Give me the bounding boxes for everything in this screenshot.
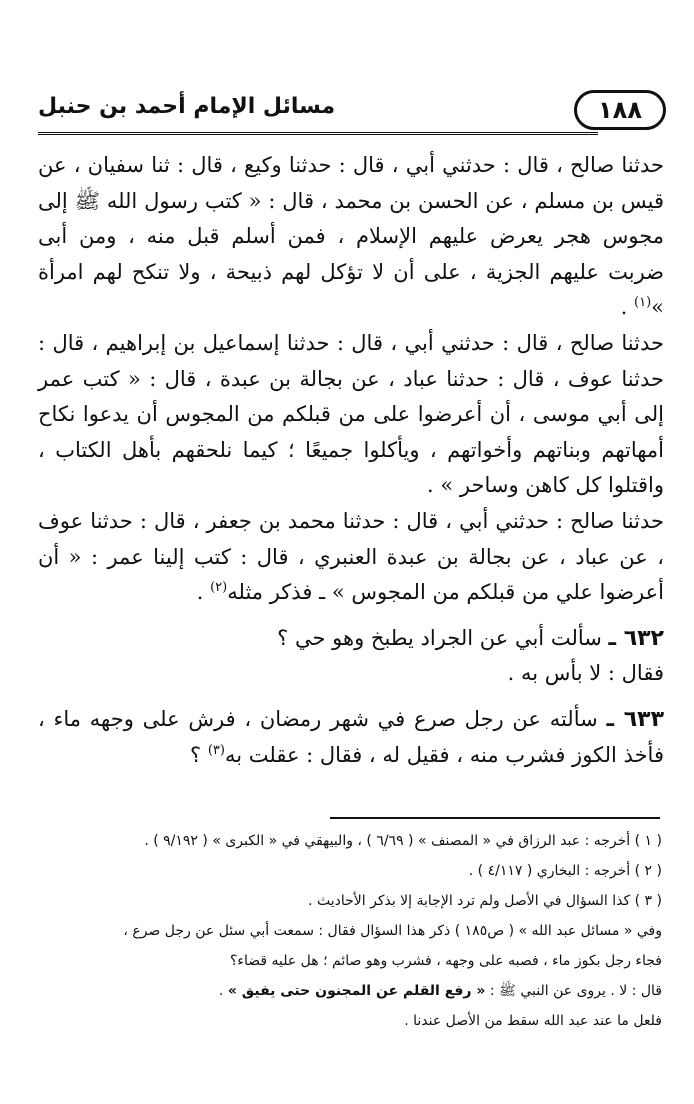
paragraph-end: . xyxy=(196,580,211,605)
main-text xyxy=(38,148,664,773)
footnote-3-line-2: وفي « مسائل عبد الله » ( ص١٨٥ ) ذكر هذا السؤال فقال : سمعت أبي سئل عن رجل صرع ، xyxy=(123,923,662,939)
footnotes xyxy=(40,826,662,1036)
footnote-ref-1: (١) xyxy=(634,295,652,311)
footnote-ref-3: (٣) xyxy=(207,742,225,758)
paragraph-text: حدثنا صالح ، قال : حدثني أبي ، قال : حدثنا وكيع ، قال : ثنا سفيان ، عن قيس بن مسلم ، عن الحسن بن محمد ، قال : « كتب رسول الله ﷺ إلى مجوس هجر يعرض عليهم الإسلام ، فمن أسلم قبل منه ، ومن أبى ضربت عليهم الجزية ، على أن لا تؤكل لهم ذبيحة ، ولا تنكح لهم امرأة » xyxy=(38,153,664,320)
page-number: ١٨٨ xyxy=(574,90,666,130)
question-end: ؟ xyxy=(190,742,208,767)
paragraph-text: حدثنا صالح : حدثني أبي ، قال : حدثنا محمد بن جعفر ، قال : حدثنا عوف ، عن عباد ، عن بجالة بن عبدة العنبري ، قال : كتب إلينا عمر : « أن أعرضوا علي من قبلكم من المجوس » ـ فذكر مثله xyxy=(38,508,664,605)
book-title: مسائل الإمام أحمد بن حنبل xyxy=(38,94,336,119)
paragraph-hadith-2: حدثنا صالح ، قال : حدثني أبي ، قال : حدثنا إسماعيل بن إبراهيم ، قال : حدثنا عوف ، قال : حدثنا عباد ، عن بجالة بن عبدة ، قال : « كتب عمر إلى أبي موسى ، أن أعرضوا على من قبلكم من المجوس أن يدعوا نكاح أمهاتهم وبناتهم وأخواتهم ، ويأكلوا جميعًا ؛ كيما نلحقهم بأهل الكتاب ، واقتلوا كل كاهن وساحر » . xyxy=(38,330,664,498)
answer-632: فقال : لا بأس به . xyxy=(507,661,664,686)
paragraph-end: . xyxy=(620,295,634,320)
footnote-ref-2: (٢) xyxy=(210,580,228,596)
footnote-divider xyxy=(330,817,660,819)
question-633 xyxy=(38,702,664,773)
question-text: سألت أبي عن الجراد يطبخ وهو حي ؟ xyxy=(277,625,609,650)
question-632 xyxy=(38,621,664,657)
footnote-3-line-5: فلعل ما عند عبد الله سقط من الأصل عندنا . xyxy=(404,1013,662,1029)
footnote-2: ( ٢ ) أخرجه : البخاري ( ٤/١١٧ ) . xyxy=(468,863,662,879)
question-text: سألته عن رجل صرع في شهر رمضان ، فرش على وجهه ماء ، فأخذ الكوز فشرب منه ، فقيل له ، فقال : عقلت به xyxy=(38,706,664,767)
paragraph-hadith-1 xyxy=(38,148,664,326)
hadith-quote: « رفع القلم عن المجنون حتى يفيق » xyxy=(227,983,486,999)
page-header xyxy=(38,90,666,134)
header-divider xyxy=(38,132,598,135)
footnote-1: ( ١ ) أخرجه : عبد الرزاق في « المصنف » ( ٦/٦٩ ) ، والبيهقي في « الكبرى » ( ٩/١٩٢ ) . xyxy=(144,833,662,849)
footnote-text-end: . xyxy=(218,983,228,999)
question-number: ٦٣٣ ـ xyxy=(606,706,665,732)
footnote-text: قال : لا . يروى عن النبي ﷺ : xyxy=(485,983,662,999)
footnote-3-line-3: فجاء رجل بكوز ماء ، فصبه على وجهه ، فشرب وهو صائم ؛ هل عليه قضاء؟ xyxy=(229,953,662,969)
footnote-3: ( ٣ ) كذا السؤال في الأصل ولم ترد الإجابة إلا بذكر الأحاديث . xyxy=(308,893,662,909)
question-number: ٦٣٢ ـ xyxy=(608,625,664,651)
footnote-3-line-4 xyxy=(40,976,662,1006)
paragraph-hadith-3 xyxy=(38,504,664,611)
